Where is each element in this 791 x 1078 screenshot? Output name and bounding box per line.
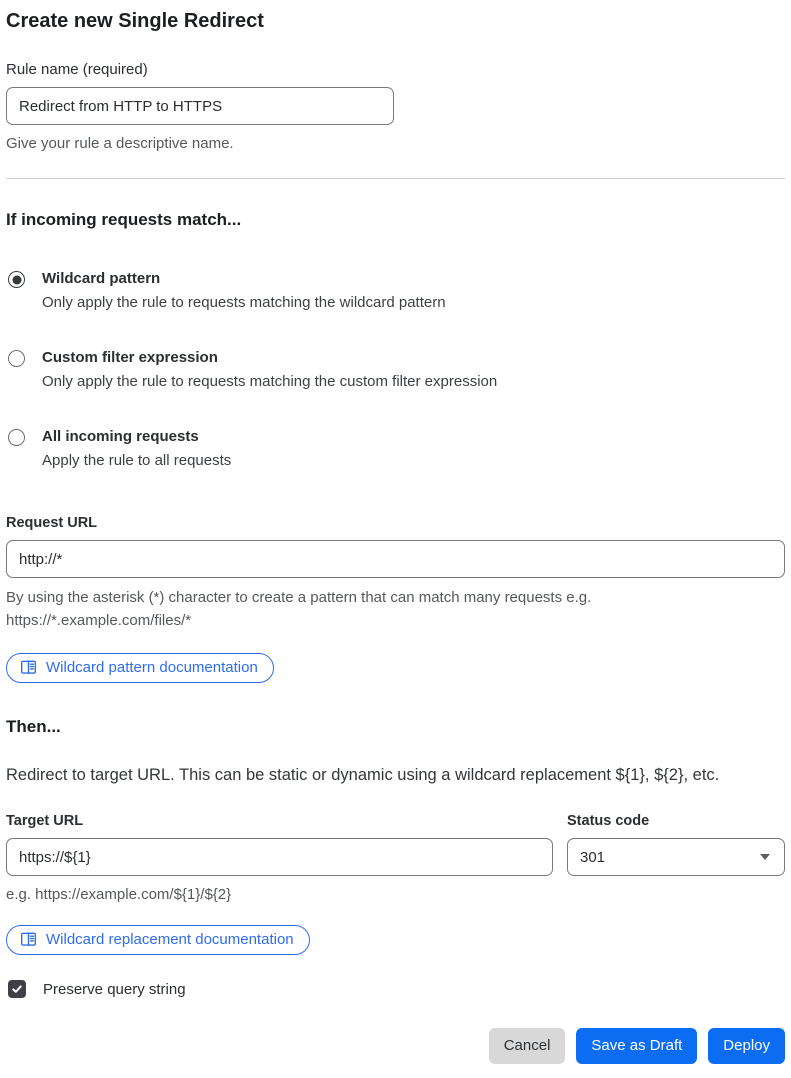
rule-name-section bbox=[6, 61, 785, 155]
status-code-select[interactable] bbox=[567, 838, 785, 876]
wildcard-replacement-docs-button[interactable] bbox=[6, 925, 310, 955]
request-url-help-line2: https://*.example.com/files/* bbox=[6, 612, 192, 629]
then-section bbox=[6, 717, 785, 998]
deploy-button[interactable]: Deploy bbox=[708, 1028, 785, 1064]
radio-option-wildcard-pattern[interactable] bbox=[6, 269, 785, 313]
then-section-description: Redirect to target URL. This can be static or dynamic using a wildcard replacement ${1}, ${2}, etc. bbox=[6, 766, 720, 784]
checkbox-checked-icon[interactable] bbox=[8, 980, 26, 998]
then-section-heading: Then... bbox=[6, 717, 61, 736]
request-url-label: Request URL bbox=[6, 515, 98, 531]
if-section-heading: If incoming requests match... bbox=[6, 210, 242, 229]
radio-option-description: Apply the rule to all requests bbox=[42, 452, 232, 469]
radio-option-label: Custom filter expression bbox=[42, 349, 218, 366]
rule-name-help: Give your rule a descriptive name. bbox=[6, 135, 234, 152]
radio-unselected-icon[interactable] bbox=[8, 429, 25, 446]
request-url-help-line1: By using the asterisk (*) character to create a pattern that can match many requests e.g. bbox=[6, 589, 592, 606]
radio-option-description: Only apply the rule to requests matching the wildcard pattern bbox=[42, 294, 446, 311]
status-code-value: 301 bbox=[580, 848, 606, 866]
preserve-query-string-row[interactable] bbox=[6, 980, 785, 998]
radio-option-custom-filter-expression[interactable] bbox=[6, 348, 785, 392]
section-divider bbox=[6, 178, 785, 179]
rule-name-label: Rule name (required) bbox=[6, 61, 148, 78]
footer-actions bbox=[6, 1028, 785, 1064]
book-icon bbox=[20, 659, 37, 676]
preserve-query-string-label: Preserve query string bbox=[43, 980, 186, 998]
cancel-button[interactable]: Cancel bbox=[489, 1028, 566, 1064]
request-url-input[interactable] bbox=[6, 540, 785, 578]
wildcard-pattern-docs-button[interactable] bbox=[6, 653, 274, 683]
radio-option-description: Only apply the rule to requests matching the custom filter expression bbox=[42, 373, 498, 390]
page-title: Create new Single Redirect bbox=[6, 10, 264, 32]
radio-selected-icon[interactable] bbox=[8, 271, 25, 288]
target-url-help: e.g. https://example.com/${1}/${2} bbox=[6, 886, 232, 903]
wildcard-replacement-docs-label: Wildcard replacement documentation bbox=[46, 931, 294, 948]
radio-option-all-incoming-requests[interactable] bbox=[6, 427, 785, 471]
save-as-draft-button[interactable]: Save as Draft bbox=[576, 1028, 697, 1064]
book-icon bbox=[20, 931, 37, 948]
target-url-input[interactable] bbox=[6, 838, 553, 876]
radio-unselected-icon[interactable] bbox=[8, 350, 25, 367]
status-code-label: Status code bbox=[567, 813, 650, 829]
rule-name-input[interactable] bbox=[6, 87, 394, 125]
radio-option-label: All incoming requests bbox=[42, 428, 199, 445]
radio-option-label: Wildcard pattern bbox=[42, 270, 161, 287]
if-section bbox=[6, 210, 785, 683]
chevron-down-icon bbox=[760, 854, 770, 860]
match-type-radio-group bbox=[6, 269, 785, 471]
wildcard-pattern-docs-label: Wildcard pattern documentation bbox=[46, 659, 258, 676]
target-url-status-row bbox=[6, 813, 785, 876]
target-url-label: Target URL bbox=[6, 813, 84, 829]
